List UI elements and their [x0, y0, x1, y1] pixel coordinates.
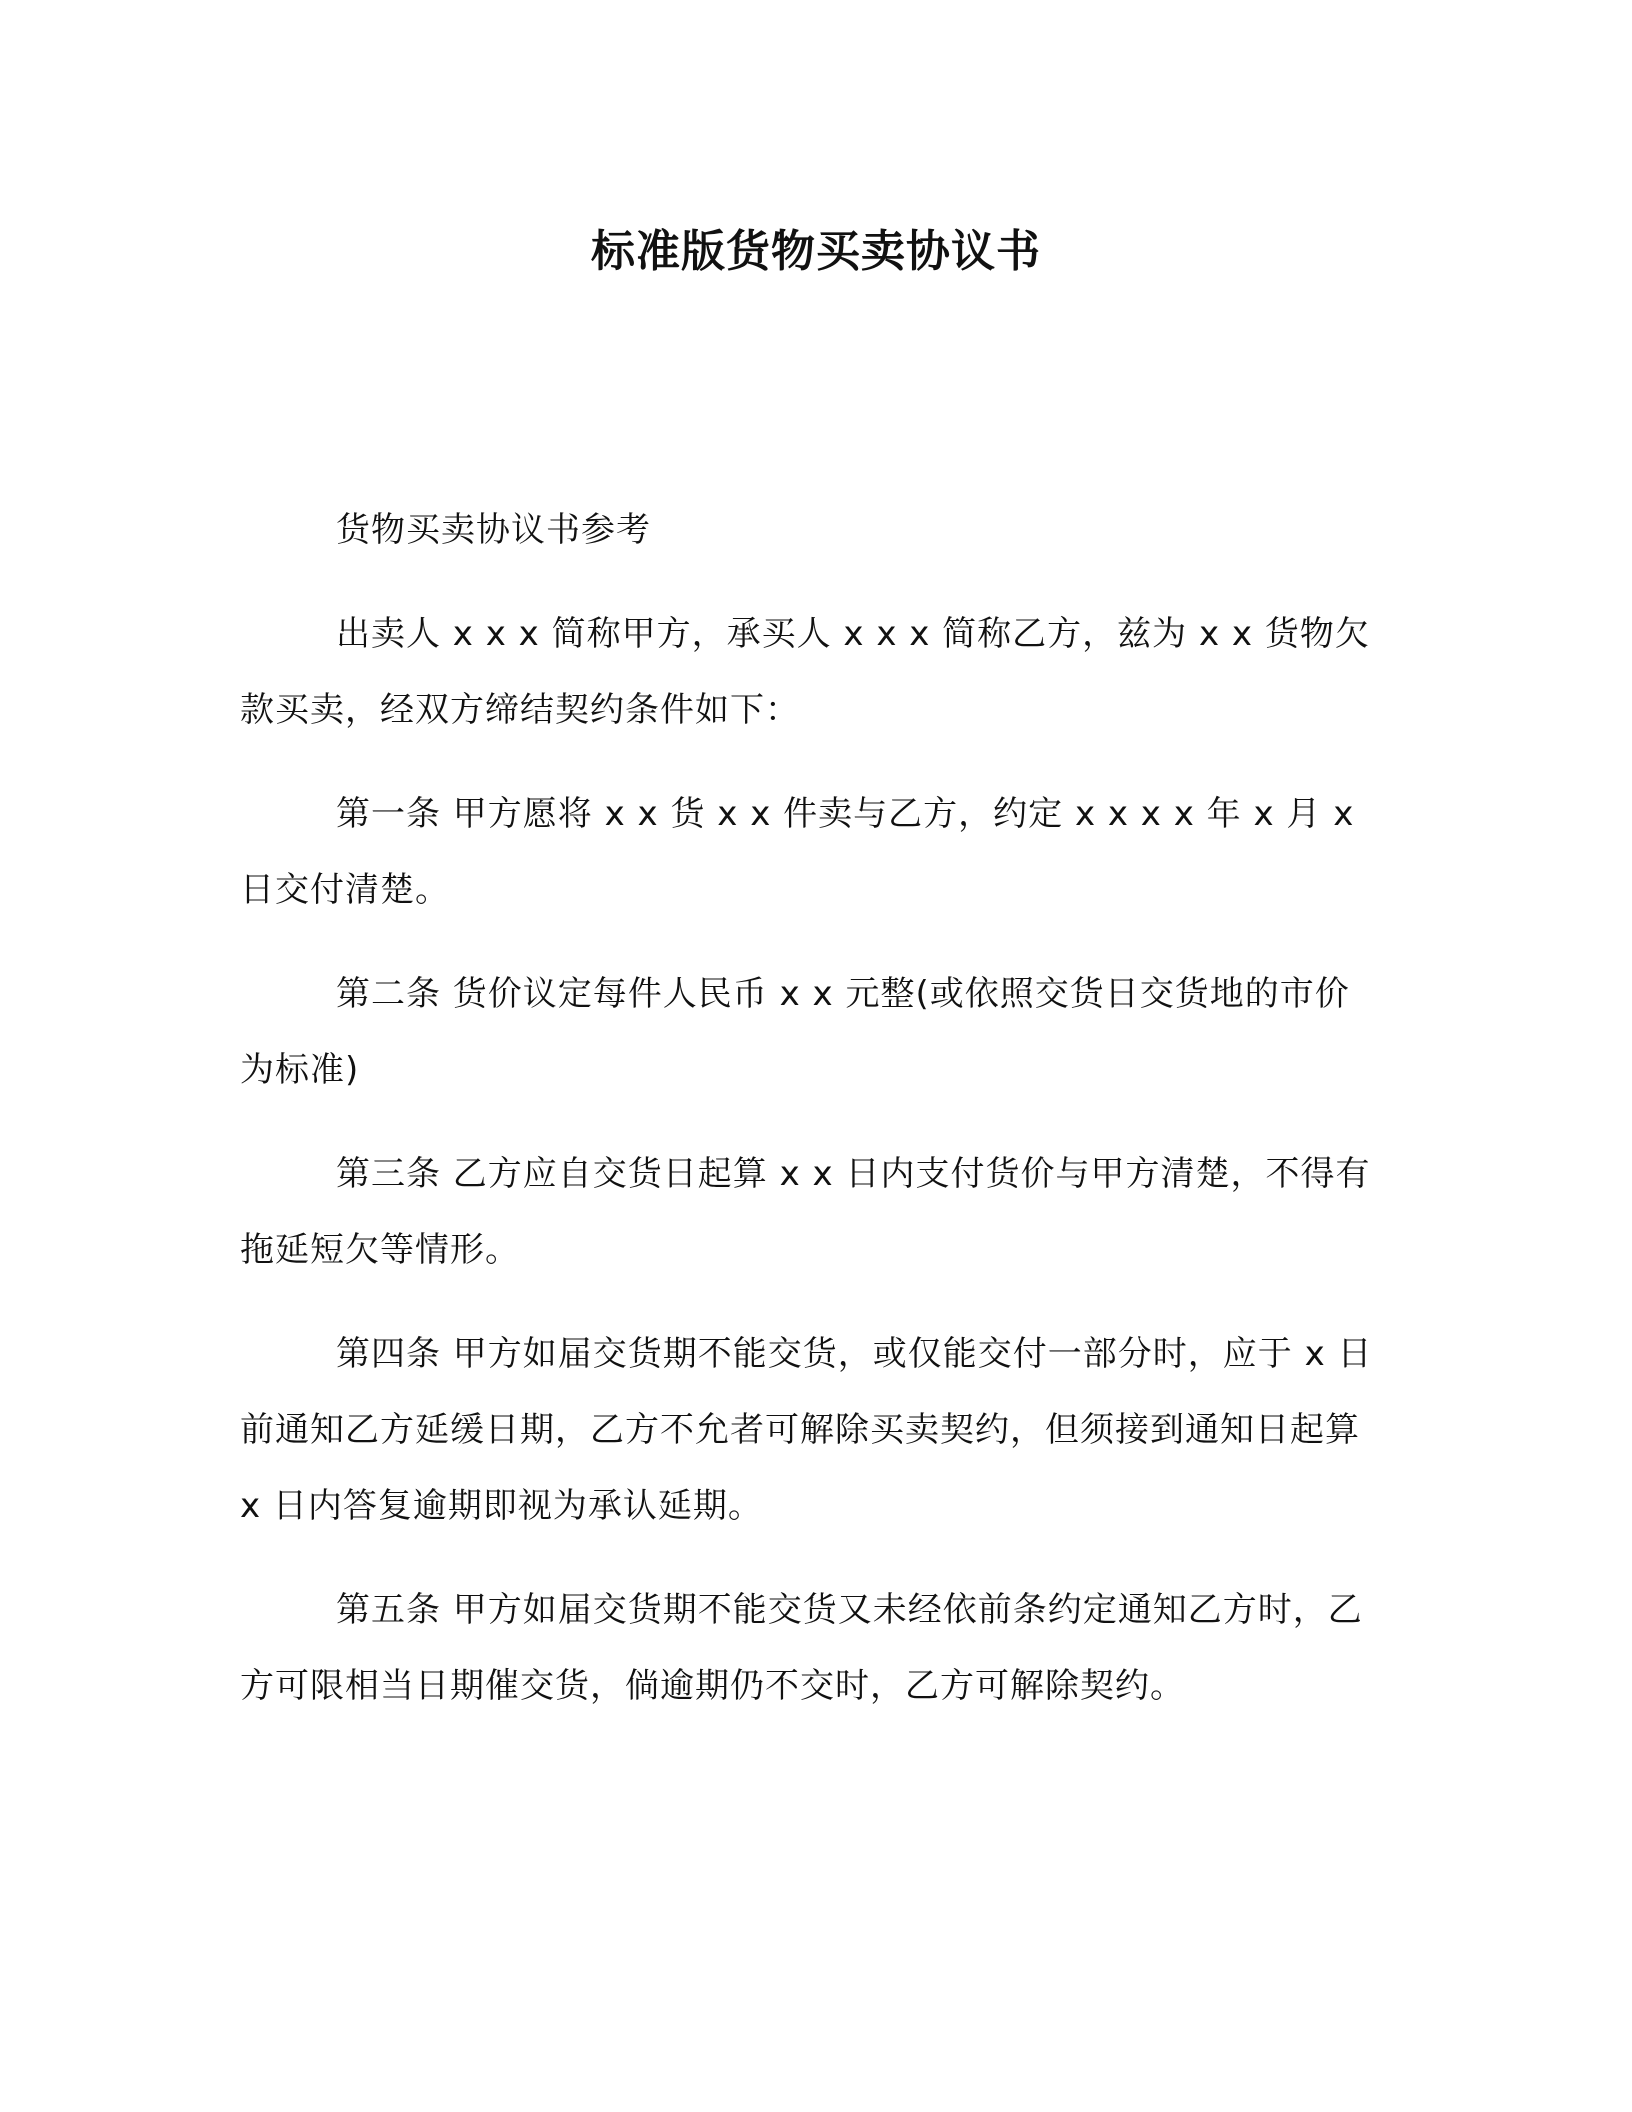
document-body [240, 492, 1380, 1752]
paragraph-article-3: 第三条 乙方应自交货日起算 x x 日内支付货价与甲方清楚，不得有拖延短欠等情形。 [240, 1154, 1371, 1270]
paragraph-parties: 出卖人 x x x 简称甲方，承买人 x x x 简称乙方，兹为 x x 货物欠款买卖，经双方缔结契约条件如下： [240, 614, 1370, 730]
paragraph-article-1: 第一条 甲方愿将 x x 货 x x 件卖与乙方，约定 x x x x 年 x 月 x 日交付清楚。 [240, 794, 1355, 910]
paragraph-article-4: 第四条 甲方如届交货期不能交货，或仅能交付一部分时，应于 x 日前通知乙方延缓日期，乙方不允者可解除买卖契约，但须接到通知日起算 x 日内答复逾期即视为承认延期。 [240, 1334, 1373, 1526]
paragraph-intro: 货物买卖协议书参考 [336, 510, 651, 550]
paragraph-article-2: 第二条 货价议定每件人民币 x x 元整(或依照交货日交货地的市价为标准) [240, 974, 1350, 1090]
document-title: 标准版货物买卖协议书 [591, 226, 1041, 277]
paragraph-article-5: 第五条 甲方如届交货期不能交货又未经依前条约定通知乙方时，乙方可限相当日期催交货，倘逾期仍不交时，乙方可解除契约。 [240, 1590, 1363, 1706]
